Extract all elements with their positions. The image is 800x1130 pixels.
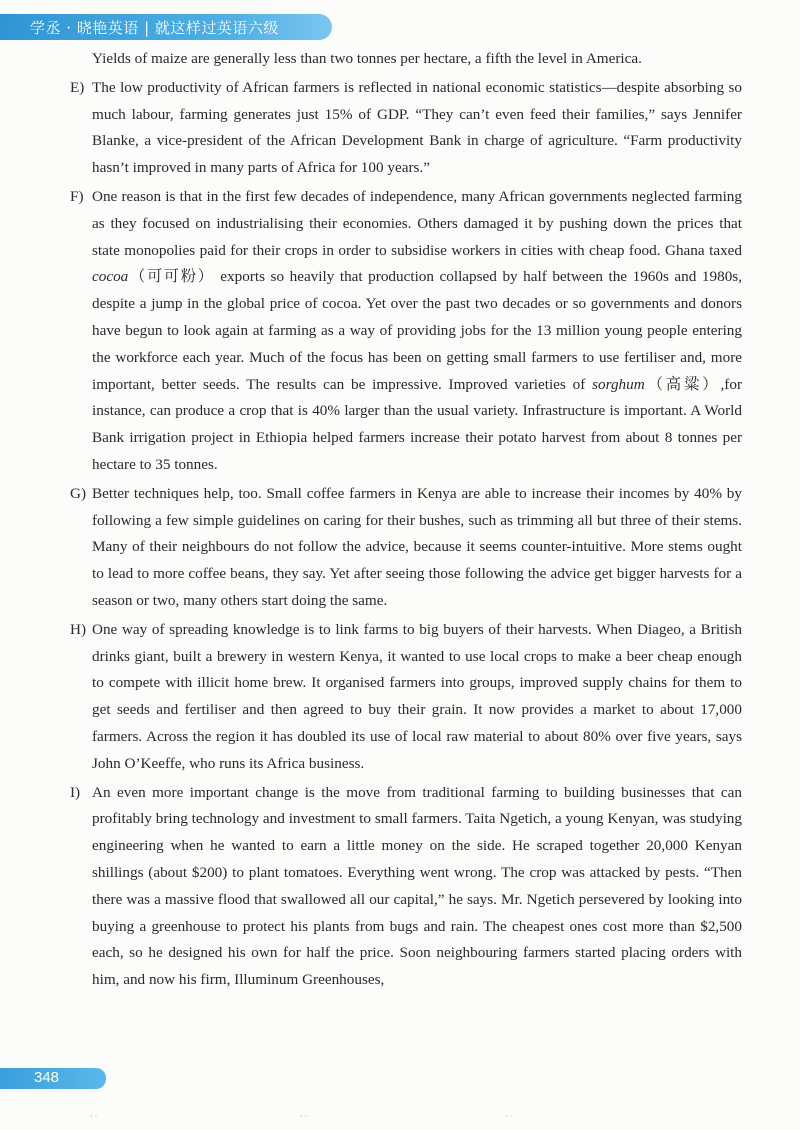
paragraph-letter: H) [70, 620, 87, 638]
scan-speck: · · [90, 1112, 98, 1121]
header-title: 学丞 · 晓艳英语 | 就这样过英语六级 [30, 19, 279, 37]
gloss-sorghum: （高粱） [644, 375, 721, 393]
article-body [70, 46, 742, 996]
paragraph-e [70, 75, 742, 182]
paragraph-continuation [70, 46, 742, 73]
paragraph-text: One way of spreading knowledge is to link farms to big buyers of their harvests. When Diageo, a British drinks giant, built a brewery in western Kenya, it wanted to use local crops to make a beer cheap enough to compete with illicit home brew. It organised farmers into groups, improved supply chains for them to get seeds and fertiliser and then agreed to buy their grain. It now provides a market to about 17,000 farmers. Across the region it has doubled its use of local raw material to about 80% over five years, says John O’Keeffe, who runs its Africa business. [92, 620, 742, 772]
paragraph-h [70, 617, 742, 778]
header-banner [0, 14, 332, 40]
scan-speck: · · [300, 1112, 308, 1121]
paragraph-letter: I) [70, 783, 81, 801]
paragraph-text: Yields of maize are generally less than two tonnes per hectare, a fifth the level in America. [92, 50, 642, 67]
paragraph-f [70, 184, 742, 479]
page-number-tab [0, 1068, 106, 1089]
paragraph-text: The low productivity of African farmers is reflected in national economic statistics—despite absorbing so much labour, farming generates just 15% of GDP. “They can’t even feed their families,” says Jennifer Blanke, a vice-president of the African Development Bank in charge of agriculture. “Farm productivity hasn’t improved in many parts of Africa for 100 years.” [92, 78, 742, 177]
paragraph-letter: G) [70, 484, 87, 502]
page-number: 348 [34, 1069, 60, 1086]
paragraph-text: Better techniques help, too. Small coffee farmers in Kenya are able to increase their incomes by 40% by following a few simple guidelines on caring for their bushes, such as trimming all but three of their stems. Many of their neighbours do not follow the advice, because it seems counter-intuitive. More stems ought to lead to more coffee beans, they say. Yet after seeing those following the advice get bigger harvests for a season or two, many others start doing the same. [92, 484, 742, 609]
paragraph-letter: E) [70, 78, 85, 96]
paragraph-text: An even more important change is the move from traditional farming to building businesses that can profitably bring technology and investment to small farmers. Taita Ngetich, a young Kenyan, was studying engineering when he wanted to earn a little money on the side. He scraped together 20,000 Kenyan shillings (about $200) to plant tomatoes. Everything went wrong. The crop was attacked by pests. “Then there was a massive flood that swallowed all our capital,” he says. Mr. Ngetich persevered by looking into buying a greenhouse to protect his plants from bugs and rain. The cheapest ones cost more than $2,500 each, so he designed his own for half the price. Soon neighbouring farmers started placing orders with him, and now his firm, Illuminum Greenhouses, [92, 783, 742, 989]
term-sorghum: sorghum [592, 375, 645, 393]
paragraph-text: ,for instance, can produce a crop that is 40% larger than the usual variety. Infrastructure is important. A World Bank irrigation project in Ethiopia helped farmers increase their potato harvest from about 8 tonnes per hectare to 35 tonnes. [92, 375, 743, 473]
paragraph-g [70, 481, 742, 615]
paragraph-text: One reason is that in the first few decades of independence, many African governments neglected farming as they focused on industrialising their economies. Others damaged it by pushing down the prices that state monopolies paid for their crops in order to subsidise workers in cities with cheap food. Ghana taxed [92, 187, 742, 259]
scan-speck: · · [505, 1112, 513, 1121]
term-cocoa: cocoa [92, 268, 129, 286]
paragraph-letter: F) [70, 187, 84, 205]
paragraph-i [70, 780, 742, 994]
gloss-cocoa: （可可粉） [128, 268, 215, 286]
paragraph-text: exports so heavily that production collapsed by half between the 1960s and 1980s, despite a jump in the global price of cocoa. Yet over the past two decades or so governments and donors have begun to look again at farming as a way of providing jobs for the 13 million young people entering the workforce each year. Much of the focus has been on getting small farmers to use fertiliser and, more important, better seeds. The results can be impressive. Improved varieties of [92, 268, 742, 393]
